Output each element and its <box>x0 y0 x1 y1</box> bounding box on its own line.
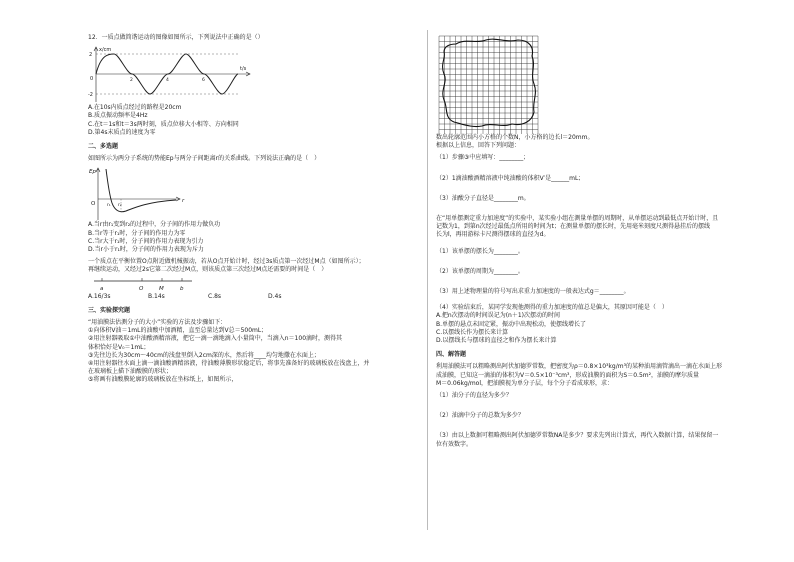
q14-label-a: a <box>100 285 104 292</box>
q12-tick-6: 6 <box>202 78 205 84</box>
q12-stem: 12．一质点做简谐运动的图像如图所示，下列说法中正确的是（） <box>88 34 264 41</box>
q14-label-m: M <box>159 285 164 292</box>
q12-option-d: D.第4s末质点的速度为零 <box>88 128 156 136</box>
q14-stem-line-1: 一个质点在平衡位置O点附近做机械振动，若从O点开始计时，经过3s质点第一次经过M点（如图所示）； <box>88 258 365 266</box>
q15-line-2: ①向体积V油＝1mL的油酸中加酒精，直至总量达到V总＝500mL； <box>88 327 268 335</box>
q12-origin-label: 0 <box>90 76 94 83</box>
q15-line-1: “用油膜法估测分子的大小”实验的方法及步骤如下： <box>88 319 227 327</box>
right-column <box>436 34 766 449</box>
q13-ep-curve <box>106 169 176 212</box>
q16-option-b: B.单摆的悬点未固定紧，振动中出现松动，使摆线增长了 <box>436 320 587 328</box>
q15-line-5: ③先往边长为30cm～40cm的浅盘里倒入2cm深的水，然后将____均匀地撒在水面上； <box>88 351 320 359</box>
q12-option-b: B.质点振动频率是4Hz <box>88 112 148 120</box>
q12-tick-2: 2 <box>130 78 133 84</box>
q16-option-a: A.把n次摆动的时间误记为(n＋1)次摆动的时间 <box>436 312 561 320</box>
q14-option-c: C.8s <box>208 292 222 300</box>
q14-label-b: b <box>180 285 184 292</box>
q16-line-2: 记数为1，到第n次经过最低点所用的时间为t；在测量单摆的摆长时，先用毫米刻度尺测得悬挂后的摆线 <box>436 223 710 231</box>
q15-line-3: ②用注射器吸取①中油酸酒精溶液，把它一滴一滴地滴入小量筒中，当滴入n＝100滴时，测得其 <box>88 335 343 343</box>
q12-tick-4: 4 <box>166 78 169 84</box>
q13-r2-label: r₂ <box>118 203 122 209</box>
q12-option-c: C.在t＝1s和t＝3s两时刻，质点位移大小相等、方向相同 <box>88 120 239 128</box>
q12-y-label: x/cm <box>99 47 112 54</box>
q16-option-d: D.以摆线长与摆球的直径之和作为摆长来计算 <box>436 337 557 345</box>
q13-origin-label: O <box>91 201 96 208</box>
q14-options <box>88 293 408 301</box>
q15-sub-2: （2）1滴油酸酒精溶液中纯油酸的体积V′是______mL； <box>436 174 585 182</box>
q17-sub-2: （2）油滴中分子的总数为多少？ <box>436 412 524 420</box>
q16-sub-3: （3）用上述物理量的符号写出求重力加速度的一般表达式g＝________。 <box>436 288 630 296</box>
q14-stem-line-2: 再继续运动，又经过2s它第二次经过M点，则该质点第三次经过M点还需要的时间是（ ） <box>88 266 328 274</box>
q16-line-3: 长为l，再用游标卡尺测得摆球的直径为d。 <box>436 231 550 239</box>
q13-option-c: C.当r大于r₁时，分子间的作用力表现为引力 <box>88 237 204 245</box>
section-4-heading: 四、解答题 <box>436 351 467 359</box>
q15-cont-line-2: 根据以上信息，回答下列问题： <box>436 142 521 150</box>
q14-label-o: O <box>139 285 144 292</box>
q12-option-a: A.在10s内质点经过的路程是20cm <box>88 104 182 112</box>
q15-sub-1: （1）步骤③中应填写：________； <box>436 154 530 162</box>
q13-x-label: r <box>182 198 185 205</box>
q13-stem: 如图所示为两分子系统的势能Ep与两分子间距离r的关系曲线。下列说法正确的是（ ） <box>88 155 321 163</box>
q17-sub-3: （3）由以上数据可粗略测出阿伏加德罗常数NA是多少？要求先列出计算式，再代入数据计算，结果保留一 <box>436 432 719 440</box>
q13-option-a: A.当r由r₁变到r₂的过程中，分子间的作用力做负功 <box>88 221 221 229</box>
q16-sub-1: （1）该单摆的摆长为________。 <box>436 247 524 255</box>
oil-film-grid-figure <box>436 34 546 134</box>
q17-line-1: 利用油膜法可以粗略测出阿伏加德罗常数，把密度为ρ＝0.8×10³kg/m³的某种油用滴管滴出一滴在水面上形 <box>436 363 722 371</box>
section-3-heading: 三、实验探究题 <box>88 306 131 314</box>
q13-y-label: Ep <box>89 169 96 176</box>
q13-option-b: B.当r等于r₁时，分子间的作用力为零 <box>88 229 186 237</box>
q12-ymin-label: -2 <box>88 92 93 99</box>
q17-sub-3-cont: 位有效数字。 <box>436 440 473 448</box>
q15-cont-line-1: 数出轮廓范围内小方格的个数N，小方格的边长l＝20mm。 <box>436 134 594 141</box>
q14-option-b: B.14s <box>148 292 165 300</box>
q13-potential-energy-graph <box>88 165 188 221</box>
q15-line-4: 体积恰好是V₀＝1mL； <box>88 343 150 351</box>
q17-line-2: 成油膜，已知这一滴油的体积为V＝0.5×10⁻³cm³，形成油膜的面积为S＝0.5m²，油膜的摩尔质量 <box>436 371 700 379</box>
q17-line-3: M＝0.06kg/mol，把油膜视为单分子层，每个分子看成球形，求： <box>436 379 614 387</box>
q16-sub-4: （4）实验结束后，某同学发现他测得的重力加速度的值总是偏大，其原因可能是（ ） <box>436 304 668 312</box>
q17-sub-1: （1）油分子的直径为多少？ <box>436 392 512 400</box>
q14-position-line <box>88 275 198 293</box>
q14-option-d: D.4s <box>268 292 282 300</box>
q14-option-a: A.16/3s <box>88 292 111 300</box>
q15-sub-3: （3）油酸分子直径是________m。 <box>436 194 530 202</box>
q12-ymax-label: 2 <box>89 52 93 59</box>
q16-line-1: 在“用单摆测定重力加速度”的实验中，某实验小组在测量单摆的周期时，从单摆运动到最低点开始计时，且 <box>436 215 719 223</box>
q16-option-c: C.以摆线长作为摆长来计算 <box>436 328 509 336</box>
q15-line-7: 在玻璃板上描下油酸膜的形状； <box>88 368 173 376</box>
left-column <box>88 34 408 385</box>
q12-vibration-graph <box>88 44 258 104</box>
q15-line-6: ④用注射器往水面上滴一滴油酸酒精溶液，待油酸薄膜形状稳定后，将事先准备好的玻璃板放在浅盘上，并 <box>88 360 370 368</box>
q15-line-8: ⑤将画有油酸膜轮廓的玻璃板放在坐标纸上，如图所示， <box>88 376 238 384</box>
q13-option-d: D.当r小于r₁时，分子间的作用力表现为斥力 <box>88 246 204 254</box>
q12-x-label: t/s <box>240 66 247 73</box>
q13-r1-label: r₁ <box>107 203 111 209</box>
q16-sub-2: （2）该单摆的周期为________。 <box>436 267 524 275</box>
section-2-heading: 二、多选题 <box>88 143 119 151</box>
column-divider <box>427 30 428 530</box>
